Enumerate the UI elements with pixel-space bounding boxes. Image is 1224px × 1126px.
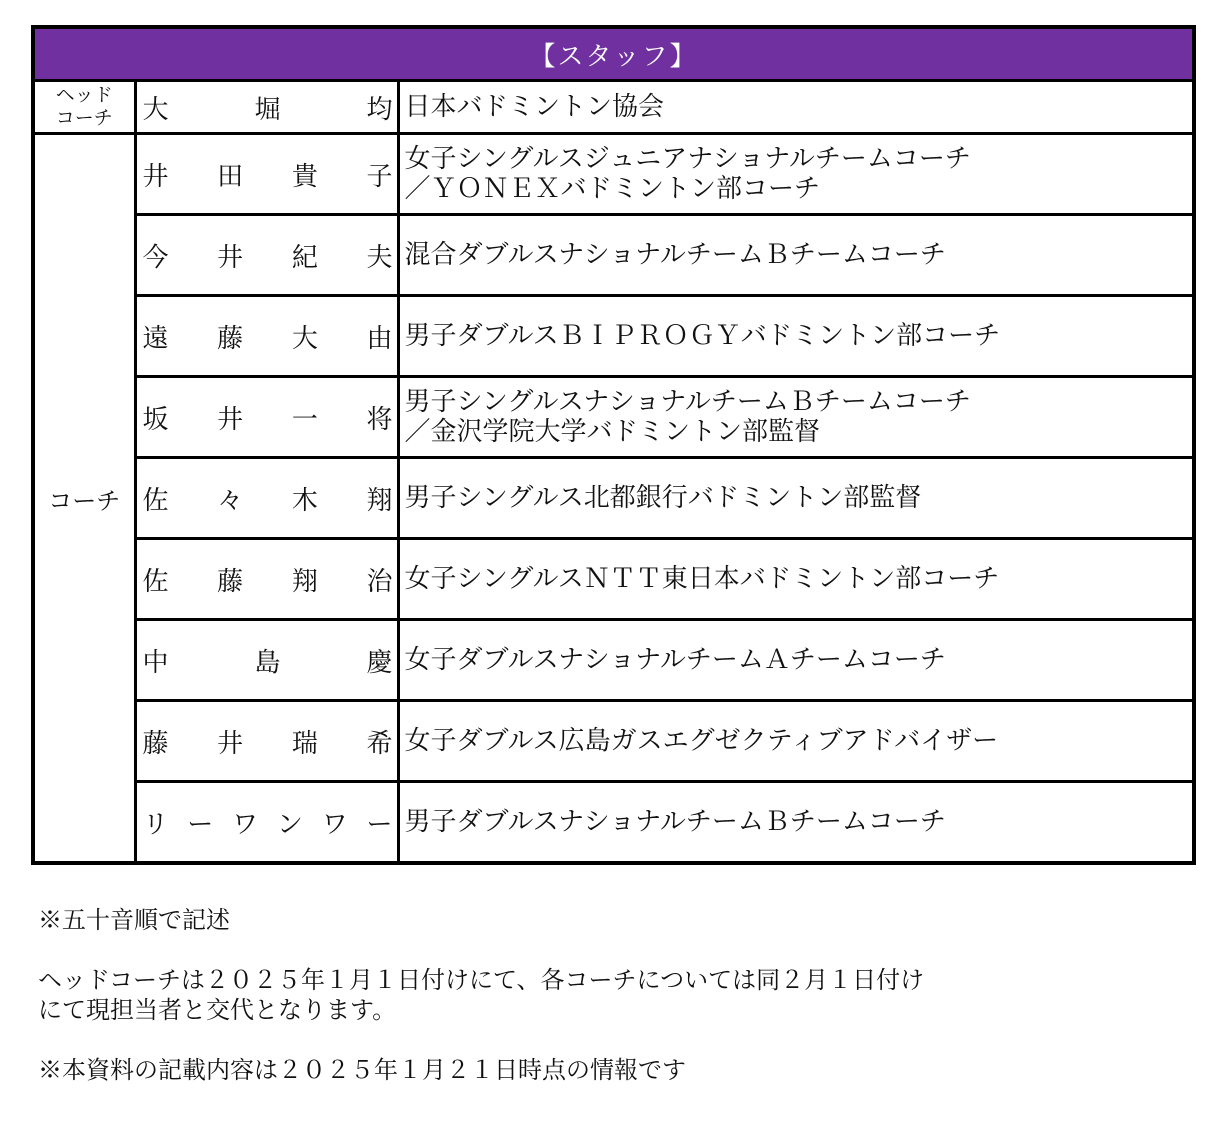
coach-name [141, 156, 393, 193]
name-char: 今 [142, 242, 169, 273]
name-char: ン [276, 809, 303, 840]
head-coach-role [33, 81, 135, 134]
name-char: 坂 [142, 404, 169, 435]
coach-name [141, 237, 393, 274]
note-order: ※五十音順で記述 [38, 906, 230, 934]
coach-affiliation [398, 620, 1194, 701]
affiliation-line: 混合ダブルスナショナルチームＢチームコーチ [404, 240, 946, 270]
name-char: 藤 [217, 323, 244, 354]
name-char: 井 [217, 404, 244, 435]
head-coach-name-cell [135, 81, 398, 134]
affiliation-line: ／金沢学院大学バドミントン部監督 [404, 417, 820, 447]
head-coach-role-line2: コーチ [55, 107, 113, 129]
name-char: 紀 [291, 242, 318, 273]
affiliation-line: ／ＹＯＮＥＸバドミントン部コーチ [404, 174, 820, 204]
coach-name [141, 480, 393, 517]
head-coach-role-line1: ヘッド [55, 84, 113, 106]
coach-row [33, 701, 1194, 782]
coach-affiliation [398, 377, 1194, 458]
name-char: 由 [366, 323, 393, 354]
coach-affiliation [398, 458, 1194, 539]
affiliation-line: 男子シングルスナショナルチームＢチームコーチ [404, 387, 971, 417]
name-char: 木 [291, 485, 318, 516]
affiliation-line: 日本バドミントン協会 [404, 92, 664, 122]
affiliation-line: 女子ダブルス広島ガスエグゼクティブアドバイザー [404, 726, 999, 756]
coach-name-cell [135, 539, 398, 620]
name-char: 島 [254, 647, 281, 678]
coach-affiliation [398, 134, 1194, 215]
coach-name [141, 399, 393, 436]
name-char: 子 [366, 161, 393, 192]
head-coach-row [33, 81, 1194, 134]
coach-name-cell [135, 620, 398, 701]
name-char: 井 [217, 242, 244, 273]
name-char: 翔 [291, 566, 318, 597]
coach-name [141, 642, 393, 679]
coach-name [141, 723, 393, 760]
coach-name [141, 318, 393, 355]
name-char: ワ [232, 809, 259, 840]
name-char: リ [142, 809, 169, 840]
affiliation-line: 女子シングルスＮＴＴ東日本バドミントン部コーチ [404, 564, 1000, 594]
affiliation-line: 男子ダブルスＢＩＰＲＯＧＹバドミントン部コーチ [404, 321, 1001, 351]
affiliation-line: 女子ダブルスナショナルチームＡチームコーチ [404, 645, 946, 675]
name-char: ワ [321, 809, 348, 840]
coach-name-cell [135, 296, 398, 377]
name-char: 井 [217, 728, 244, 759]
affiliation-line: 男子シングルス北都銀行バドミントン部監督 [404, 483, 922, 513]
affiliation-line: 男子ダブルスナショナルチームＢチームコーチ [404, 807, 946, 837]
table-title: 【スタッフ】 [33, 27, 1194, 81]
coach-row [33, 782, 1194, 864]
table-header-row [33, 27, 1194, 81]
coach-row [33, 539, 1194, 620]
coach-affiliation [398, 701, 1194, 782]
name-char: 夫 [366, 242, 393, 273]
notes [38, 905, 924, 1085]
coach-name [141, 804, 393, 841]
coach-name-cell [135, 701, 398, 782]
coach-affiliation [398, 215, 1194, 296]
coach-row [33, 620, 1194, 701]
coach-affiliation [398, 782, 1194, 864]
name-char: 井 [142, 161, 169, 192]
name-char: 慶 [366, 647, 393, 678]
name-char: 藤 [217, 566, 244, 597]
coach-row [33, 215, 1194, 296]
staff-table-body [33, 27, 1194, 863]
coach-row [33, 458, 1194, 539]
name-char: 堀 [254, 94, 281, 125]
coach-name-cell [135, 377, 398, 458]
name-char: 中 [142, 647, 169, 678]
name-char: 瑞 [291, 728, 318, 759]
affiliation-line: 女子シングルスジュニアナショナルチームコーチ [404, 144, 971, 174]
name-char: 大 [291, 323, 318, 354]
name-char: 藤 [142, 728, 169, 759]
note-effective-line1: ヘッドコーチは２０２５年１月１日付けにて、各コーチについては同２月１日付け [38, 966, 925, 994]
name-char: 田 [217, 161, 244, 192]
coach-name-cell [135, 215, 398, 296]
note-as-of: ※本資料の記載内容は２０２５年１月２１日時点の情報です [38, 1056, 686, 1084]
note-effective-line2: にて現担当者と交代となります。 [38, 996, 397, 1024]
name-char: 一 [291, 404, 318, 435]
name-char: 翔 [366, 485, 393, 516]
coach-role: コーチ [33, 134, 135, 864]
coach-row [33, 134, 1194, 215]
name-char: 大 [142, 94, 169, 125]
name-char: 均 [366, 94, 393, 125]
coach-affiliation [398, 539, 1194, 620]
name-char: 将 [366, 404, 393, 435]
coach-name-cell [135, 458, 398, 539]
coach-affiliation [398, 296, 1194, 377]
name-char: 遠 [142, 323, 169, 354]
coach-row [33, 296, 1194, 377]
coach-row [33, 377, 1194, 458]
name-char: 治 [366, 566, 393, 597]
staff-table [31, 25, 1196, 865]
name-char: 々 [217, 485, 244, 516]
coach-name [141, 561, 393, 598]
name-char: 希 [366, 728, 393, 759]
coach-name-cell [135, 134, 398, 215]
head-coach-affiliation [398, 81, 1194, 134]
name-char: 佐 [142, 566, 169, 597]
name-char: 貴 [291, 161, 318, 192]
head-coach-name [141, 89, 393, 126]
name-char: ー [366, 809, 393, 840]
name-char: ー [187, 809, 214, 840]
name-char: 佐 [142, 485, 169, 516]
coach-name-cell [135, 782, 398, 864]
